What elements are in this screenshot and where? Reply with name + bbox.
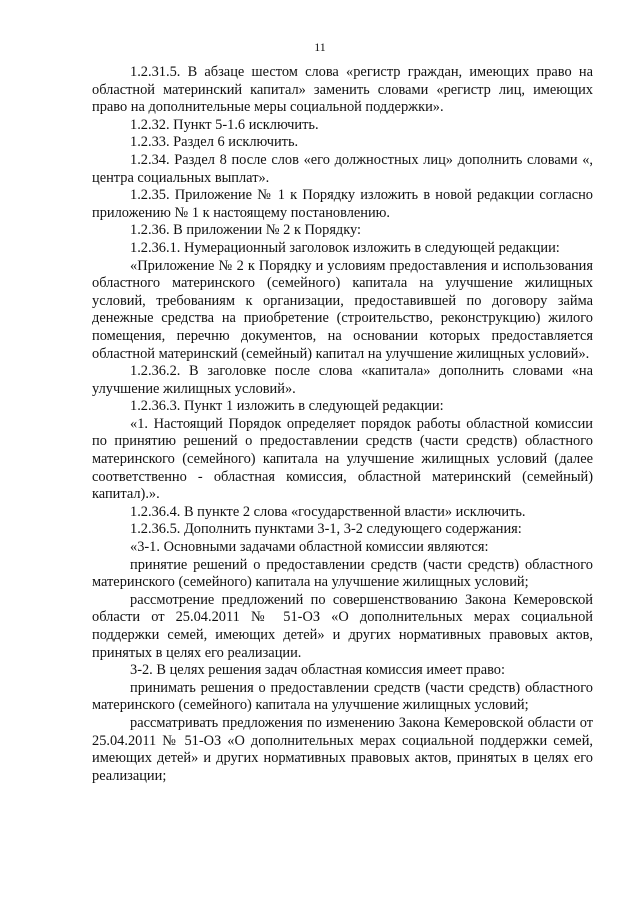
quoted-appendix-title: «Приложение № 2 к Порядку и условиям предоставления и использования областного материнского (семейного) капитала на улучшение жилищных условий, требованиям к организации, предоставившей по договору займа денежные средства на приобретение (строительство, реконструкцию) жилого помещения, перечню документов, на основании которых предоставляется областной материнский (семейный) капитал на улучшение жилищных условий». <box>92 257 593 362</box>
point-3-1-item-1: принятие решений о предоставлении средств (части средств) областного материнского (семейного) капитала на улучшение жилищных условий; <box>92 556 593 591</box>
quoted-point-1: «1. Настоящий Порядок определяет порядок работы областной комиссии по принятию решений о предоставлении средств (части средств) областного материнского (семейного) капитала на улучшение жилищных условий (далее соответственно - областная комиссия, областной материнский (семейный) капитал).». <box>92 415 593 503</box>
paragraph-1-2-35: 1.2.35. Приложение № 1 к Порядку изложить в новой редакции согласно приложению № 1 к настоящему постановлению. <box>92 187 593 221</box>
paragraph-1-2-32: 1.2.32. Пункт 5-1.6 исключить. <box>130 116 319 133</box>
paragraph-1-2-36-2: 1.2.36.2. В заголовке после слова «капитала» дополнить словами «на улучшение жилищных условий». <box>92 363 593 397</box>
point-3-2-item-1: принимать решения о предоставлении средств (части средств) областного материнского (семейного) капитала на улучшение жилищных условий; <box>92 679 593 714</box>
paragraph-1-2-31-5: 1.2.31.5. В абзаце шестом слова «регистр граждан, имеющих право на областной материнский капитал» заменить словами «регистр лиц, имеющих право на дополнительные меры социальной поддержки». <box>92 64 593 116</box>
point-3-2-item-2: рассматривать предложения по изменению Закона Кемеровской области от 25.04.2011 № 51-ОЗ «О дополнительных мерах социальной поддержки семей, имеющих детей» и других нормативных правовых актов, принятых в целях его реализации; <box>92 714 593 784</box>
paragraph-1-2-33: 1.2.33. Раздел 6 исключить. <box>130 134 299 151</box>
page-number: 11 <box>314 40 326 54</box>
point-3-1-item-2: рассмотрение предложений по совершенствованию Закона Кемеровской области от 25.04.2011 № 51-ОЗ «О дополнительных мерах социальной поддержки семей, имеющих детей» и других нормативных правовых актов, принятых в целях его реализации. <box>92 591 593 661</box>
paragraph-1-2-36-5: 1.2.36.5. Дополнить пунктами 3-1, 3-2 следующего содержания: <box>130 521 522 538</box>
paragraph-1-2-36: 1.2.36. В приложении № 2 к Порядку: <box>130 222 362 239</box>
document-body <box>92 64 593 785</box>
point-3-1-heading: «3-1. Основными задачами областной комиссии являются: <box>130 539 489 556</box>
paragraph-1-2-36-4: 1.2.36.4. В пункте 2 слова «государственной власти» исключить. <box>130 503 526 520</box>
paragraph-1-2-36-3: 1.2.36.3. Пункт 1 изложить в следующей редакции: <box>130 398 444 415</box>
paragraph-1-2-34: 1.2.34. Раздел 8 после слов «его должностных лиц» дополнить словами «, центра социальных выплат». <box>92 151 593 186</box>
paragraph-1-2-36-1: 1.2.36.1. Нумерационный заголовок изложить в следующей редакции: <box>130 239 560 256</box>
point-3-2-heading: 3-2. В целях решения задач областная комиссия имеет право: <box>130 662 505 679</box>
